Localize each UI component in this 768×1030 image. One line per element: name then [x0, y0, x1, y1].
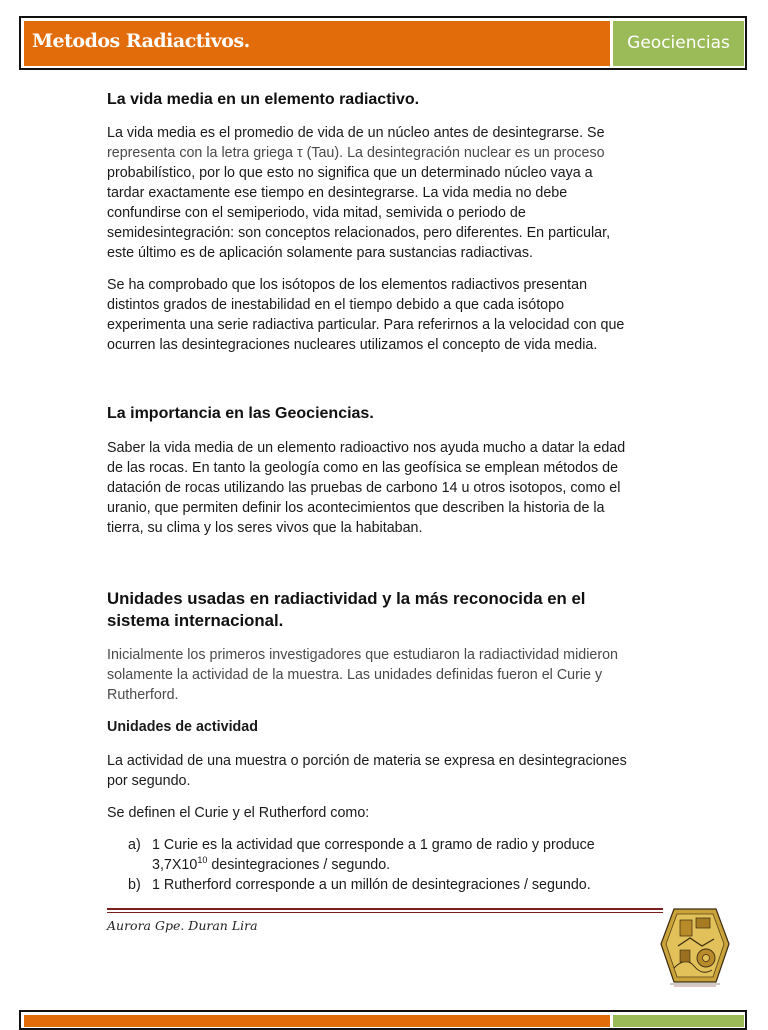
exponent: 10 — [197, 855, 208, 865]
text-line: Se definen el Curie y el Rutherford como: — [107, 805, 370, 821]
next-page-title-bar — [24, 1015, 610, 1027]
text-line: ocurren las desintegraciones nucleares utilizamos el concepto de vida media. — [107, 337, 598, 353]
text-fragment: desintegraciones / segundo. — [207, 857, 391, 873]
text-line: experimenta una serie radiactiva particular. Para referirnos a la velocidad con que — [107, 317, 625, 333]
text-line: distintos grados de inestabilidad en el tiempo debido a que cada isótopo — [107, 297, 565, 313]
section-importancia — [107, 403, 667, 425]
footer-rule — [107, 908, 663, 910]
list-item-text — [152, 835, 662, 875]
section-heading: La importancia en las Geociencias. — [107, 405, 374, 422]
text-line: La actividad de una muestra o porción de materia se expresa en desintegraciones — [107, 753, 627, 769]
text-line: uranio, que permiten definir los acontecimientos que describen la historia de la — [107, 500, 605, 516]
next-page-subject-bar — [613, 1015, 744, 1027]
text-line: 1 Curie es la actividad que corresponde a 1 gramo de radio y produce — [152, 837, 595, 853]
footer-author: Aurora Gpe. Duran Lira — [107, 918, 258, 933]
text-line: tierra, su clima y los seres vivos que la habitaban. — [107, 520, 423, 536]
text-line: de las rocas. En tanto la geología como en las geofísica se emplean métodos de — [107, 460, 619, 476]
footer-rule — [107, 912, 663, 913]
text-line: este último es de aplicación solamente para sustancias radiactivas. — [107, 245, 533, 261]
number-base: 3,7X10 — [152, 857, 198, 873]
paragraph — [107, 803, 667, 823]
text-line — [152, 855, 662, 875]
page-subject: Geociencias — [627, 33, 730, 53]
text-line: 1 Rutherford corresponde a un millón de desintegraciones / segundo. — [152, 877, 591, 893]
text-line: probabilístico, por lo que esto no significa que un determinado núcleo vaya a — [107, 165, 593, 181]
subheading-text: Unidades de actividad — [107, 719, 258, 735]
section-heading-line: sistema internacional. — [107, 611, 284, 630]
paragraph — [107, 123, 667, 263]
text-line: Inicialmente los primeros investigadores que estudiaron la radiactividad midieron — [107, 647, 618, 663]
paragraph — [107, 645, 667, 705]
institution-seal-icon — [660, 906, 730, 988]
text-line: Saber la vida media de un elemento radioactivo nos ayuda mucho a datar la edad — [107, 440, 626, 456]
text-line: confundirse con el semiperiodo, vida mitad, semivida o periodo de — [107, 205, 526, 221]
text-line: Se ha comprobado que los isótopos de los elementos radiactivos presentan — [107, 277, 588, 293]
list-item — [128, 835, 668, 875]
section-heading-line: Unidades usadas en radiactividad y la más reconocida en el — [107, 589, 586, 608]
paragraph — [107, 438, 667, 538]
text-line: datación de rocas utilizando las pruebas de carbono 14 u otros isotopos, como el — [107, 480, 621, 496]
text-line: tardar exactamente ese tiempo en desintegrarse. La vida media no debe — [107, 185, 568, 201]
list-item — [128, 875, 668, 895]
section-unidades — [107, 588, 667, 632]
list-marker: b) — [128, 877, 141, 893]
subheading — [107, 717, 667, 737]
text-line: por segundo. — [107, 773, 191, 789]
paragraph — [107, 751, 667, 791]
page-title: Metodos Radiactivos. — [32, 30, 250, 52]
text-line: representa con la letra griega τ (Tau). La desintegración nuclear es un proceso — [107, 145, 605, 161]
text-line: solamente la actividad de la muestra. Las unidades definidas fueron el Curie y — [107, 667, 603, 683]
section-heading: La vida media en un elemento radiactivo. — [107, 91, 420, 108]
text-line: Rutherford. — [107, 687, 179, 703]
list-marker: a) — [128, 837, 141, 853]
section-vida-media — [107, 89, 667, 111]
paragraph — [107, 275, 667, 355]
text-line: La vida media es el promedio de vida de un núcleo antes de desintegrarse. Se — [107, 125, 605, 141]
text-line: semidesintegración: son conceptos relacionados, pero diferentes. En particular, — [107, 225, 611, 241]
list-item-text — [152, 875, 662, 895]
